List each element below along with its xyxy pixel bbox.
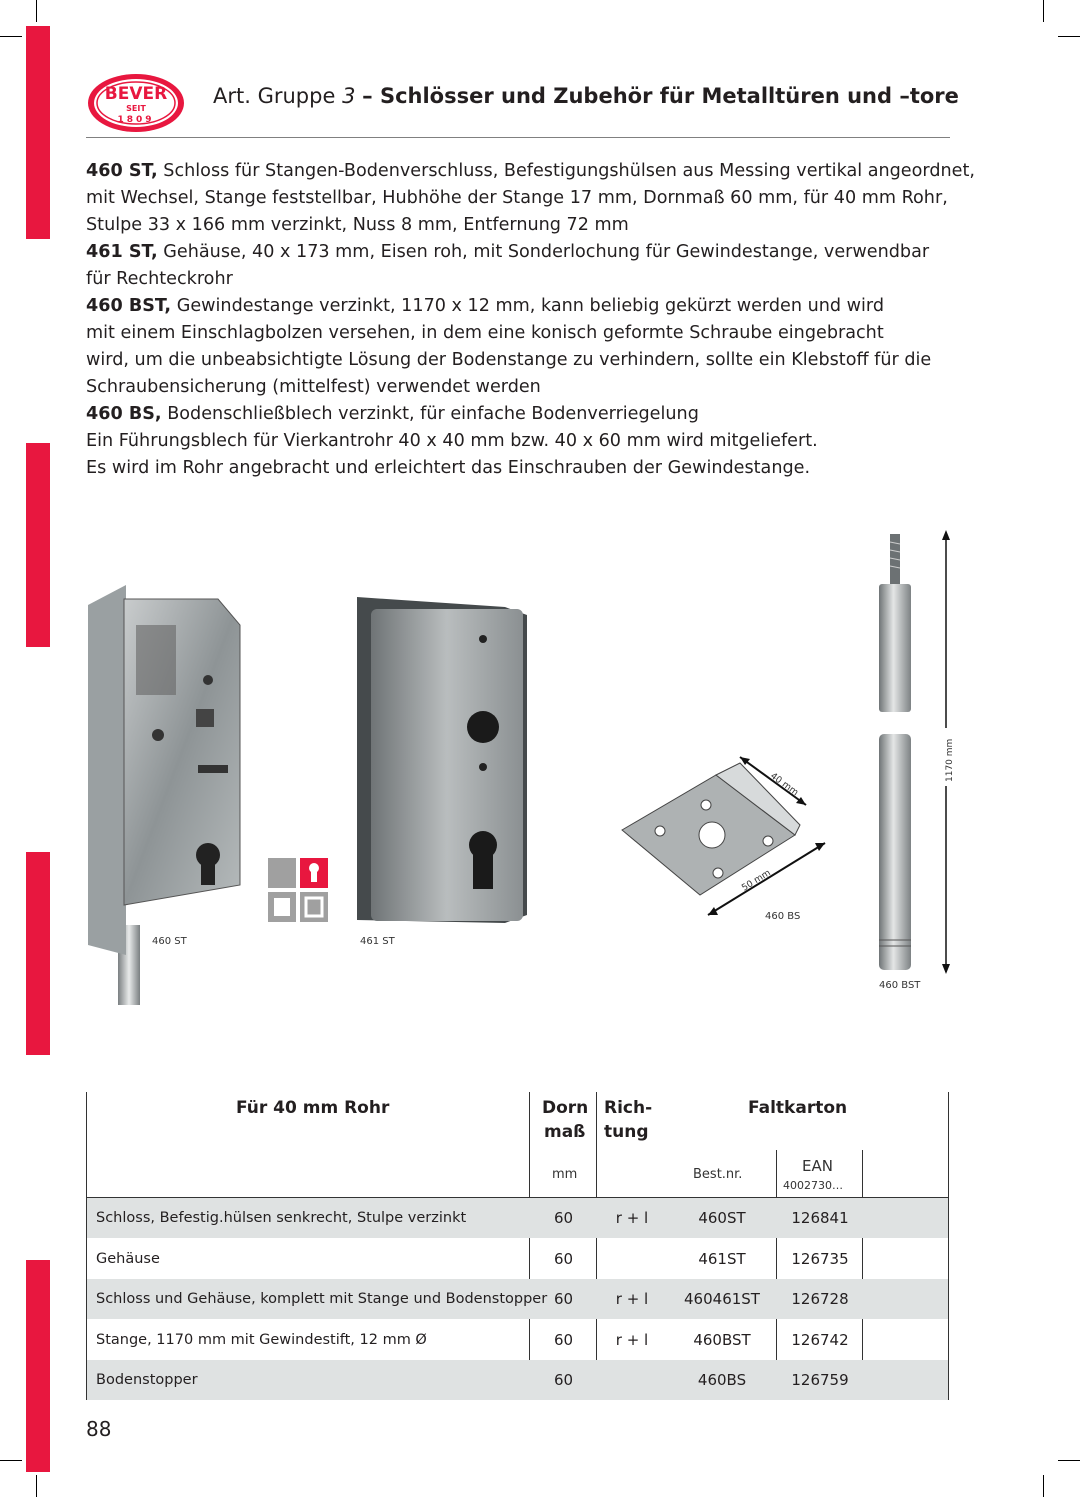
unit-mm: mm xyxy=(552,1167,578,1182)
description-text: Schloss für Stangen-Bodenverschluss, Befestigungshülsen aus Messing vertikal angeordnet, xyxy=(157,161,975,181)
table-row xyxy=(87,1198,948,1238)
photo-461st xyxy=(355,595,530,925)
table-row xyxy=(87,1320,948,1360)
cell-description: Stange, 1170 mm mit Gewindestift, 12 mm Ø xyxy=(96,1331,427,1348)
logo-text-top: BEVER xyxy=(104,84,168,104)
description-line xyxy=(86,455,956,482)
cell-dornmass: 60 xyxy=(553,1209,574,1227)
description-line xyxy=(86,374,956,401)
page-number: 88 xyxy=(86,1417,112,1441)
caption-461st: 461 ST xyxy=(360,936,395,947)
register-tab xyxy=(26,443,50,647)
col-header-faltkarton: Faltkarton xyxy=(748,1098,848,1118)
description-line xyxy=(86,401,956,428)
register-tab xyxy=(26,852,50,1055)
description-text: für Rechteckrohr xyxy=(86,269,233,289)
crop-mark xyxy=(36,1475,37,1497)
cell-best-nr: 461ST xyxy=(698,1249,746,1268)
logo-text-bottom: 1809 xyxy=(117,115,155,125)
cell-richtung: r + l xyxy=(615,1290,649,1308)
crop-mark xyxy=(36,0,37,22)
cell-richtung: r + l xyxy=(615,1330,649,1349)
best-nr-label: Best.nr. xyxy=(693,1167,743,1182)
dimension-50mm: 50 mm xyxy=(740,868,773,894)
ean-label: EAN xyxy=(802,1157,833,1175)
header-divider xyxy=(86,137,950,138)
description-text: Ein Führungsblech für Vierkantrohr 40 x 40 mm bzw. 40 x 60 mm wird mitgeliefert. xyxy=(86,431,818,451)
caption-460bs: 460 BS xyxy=(765,911,801,922)
col-header-description: Für 40 mm Rohr xyxy=(236,1098,390,1118)
dimension-1170mm: 1170 mm xyxy=(945,738,955,782)
cell-best-nr: 460ST xyxy=(698,1209,746,1227)
description-text: Es wird im Rohr angebracht und erleichtert das Einschrauben der Gewindestange. xyxy=(86,458,811,478)
cell-description: Gehäuse xyxy=(96,1250,160,1267)
title-main: – Schlösser und Zubehör für Metalltüren und –tore xyxy=(362,84,959,108)
title-group-number: 3 xyxy=(342,84,356,108)
description-text: Gewindestange verzinkt, 1170 x 12 mm, kann beliebig gekürzt werden und wird xyxy=(171,296,885,316)
description-line xyxy=(86,212,956,239)
description-line xyxy=(86,185,956,212)
description-line xyxy=(86,293,956,320)
description-line xyxy=(86,266,956,293)
cell-richtung: r + l xyxy=(615,1209,649,1227)
crop-mark xyxy=(1058,1460,1080,1461)
cell-best-nr: 460BST xyxy=(693,1330,751,1349)
pictogram-icons xyxy=(268,858,330,922)
dimension-40mm: 40 mm xyxy=(768,771,800,799)
photo-460bs xyxy=(620,755,835,925)
description-line xyxy=(86,239,956,266)
cell-dornmass: 60 xyxy=(553,1330,574,1349)
caption-460st: 460 ST xyxy=(152,936,187,947)
photo-460bst xyxy=(872,528,962,976)
cell-ean: 126759 xyxy=(791,1371,849,1389)
cell-best-nr: 460461ST xyxy=(684,1290,760,1308)
description-text: wird, um die unbeabsichtigte Lösung der Bodenstange zu verhindern, sollte ein Klebstoff für die xyxy=(86,350,932,370)
description-text: Schraubensicherung (mittelfest) verwendet werden xyxy=(86,377,541,397)
description-line xyxy=(86,320,956,347)
crop-mark xyxy=(1058,36,1080,37)
cell-description: Schloss, Befestig.hülsen senkrecht, Stulpe verzinkt xyxy=(96,1210,467,1226)
product-code: 460 ST, xyxy=(86,161,158,181)
bever-logo xyxy=(86,72,186,134)
cell-ean: 126841 xyxy=(791,1209,849,1227)
description-text: mit einem Einschlagbolzen versehen, in dem eine konisch geformte Schraube eingebracht xyxy=(86,323,884,343)
crop-mark xyxy=(1043,0,1044,22)
ean-prefix: 4002730… xyxy=(783,1179,843,1192)
col-header-richtung-2: tung xyxy=(604,1122,649,1142)
cell-ean: 126735 xyxy=(791,1249,849,1268)
description-line xyxy=(86,158,975,185)
cell-dornmass: 60 xyxy=(553,1371,574,1389)
product-code: 460 BS, xyxy=(86,404,162,424)
table-row xyxy=(87,1360,948,1400)
crop-mark xyxy=(1043,1475,1044,1497)
cell-ean: 126728 xyxy=(791,1290,849,1308)
product-description xyxy=(86,158,975,482)
description-text: Bodenschließblech verzinkt, für einfache Bodenverriegelung xyxy=(161,404,699,424)
cell-description: Bodenstopper xyxy=(96,1372,198,1388)
cell-best-nr: 460BS xyxy=(697,1371,747,1389)
cell-description: Schloss und Gehäuse, komplett mit Stange und Bodenstopper xyxy=(96,1291,548,1307)
table-border xyxy=(948,1092,949,1400)
description-text: mit Wechsel, Stange feststellbar, Hubhöhe der Stange 17 mm, Dornmaß 60 mm, für 40 mm Rohr, xyxy=(86,188,948,208)
product-code: 461 ST, xyxy=(86,242,158,262)
title-prefix: Art. Gruppe xyxy=(213,84,336,108)
cell-richtung xyxy=(597,1360,667,1400)
register-tab xyxy=(26,26,50,239)
crop-mark xyxy=(0,36,22,37)
description-line xyxy=(86,347,956,374)
col-header-dorn-1: Dorn xyxy=(542,1098,589,1118)
caption-460bst: 460 BST xyxy=(879,980,921,991)
product-code: 460 BST, xyxy=(86,296,172,316)
col-header-dorn-2: maß xyxy=(544,1122,586,1142)
page-title xyxy=(213,84,959,108)
description-text: Stulpe 33 x 166 mm verzinkt, Nuss 8 mm, Entfernung 72 mm xyxy=(86,215,629,235)
col-header-richtung-1: Rich- xyxy=(604,1098,653,1118)
cell-dornmass: 60 xyxy=(553,1290,574,1308)
logo-text-mid: SEIT xyxy=(126,104,146,113)
description-text: Gehäuse, 40 x 173 mm, Eisen roh, mit Sonderlochung für Gewindestange, verwendbar xyxy=(157,242,930,262)
table-row xyxy=(87,1239,948,1279)
cell-dornmass: 60 xyxy=(553,1249,574,1268)
register-tab xyxy=(26,1260,50,1472)
crop-mark xyxy=(0,1460,22,1461)
description-line xyxy=(86,428,956,455)
cell-ean: 126742 xyxy=(791,1330,849,1349)
cell-richtung xyxy=(597,1239,667,1279)
table-row xyxy=(87,1279,948,1319)
